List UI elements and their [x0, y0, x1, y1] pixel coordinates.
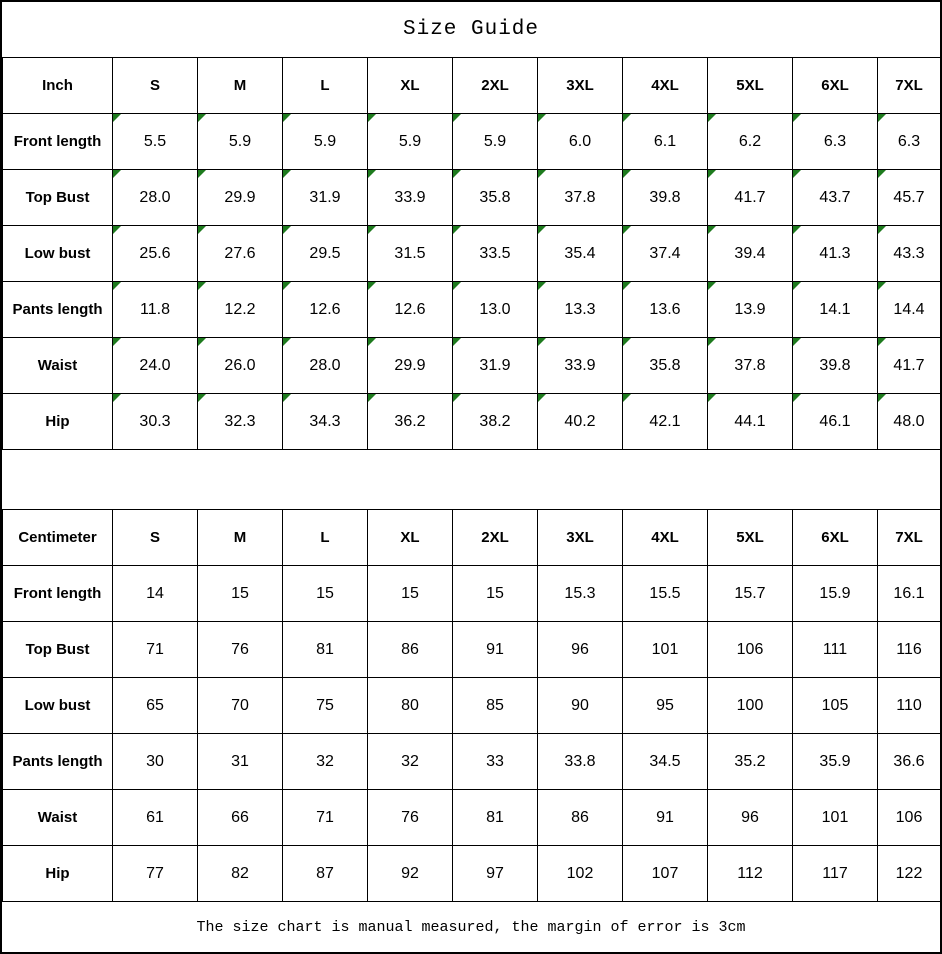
- value-cell: 71: [283, 790, 368, 846]
- table-spacer: [2, 450, 940, 509]
- value-cell: 41.3: [793, 226, 878, 282]
- value-cell: 87: [283, 846, 368, 902]
- green-triangle-icon: [198, 226, 206, 234]
- value-cell: 30: [113, 734, 198, 790]
- green-triangle-icon: [453, 114, 461, 122]
- size-header-cell: M: [198, 58, 283, 114]
- value-cell: 39.4: [708, 226, 793, 282]
- value-cell: 26.0: [198, 338, 283, 394]
- size-header-cell: XL: [368, 58, 453, 114]
- value-cell: 101: [623, 622, 708, 678]
- value-cell: 36.6: [878, 734, 941, 790]
- value-cell: 27.6: [198, 226, 283, 282]
- green-triangle-icon: [538, 282, 546, 290]
- size-header-cell: 6XL: [793, 58, 878, 114]
- green-triangle-icon: [878, 394, 886, 402]
- green-triangle-icon: [198, 282, 206, 290]
- value-cell: 15: [368, 566, 453, 622]
- size-header-cell: 5XL: [708, 58, 793, 114]
- value-cell: 41.7: [708, 170, 793, 226]
- value-cell: 112: [708, 846, 793, 902]
- green-triangle-icon: [368, 170, 376, 178]
- green-triangle-icon: [453, 282, 461, 290]
- value-cell: 96: [708, 790, 793, 846]
- value-cell: 5.9: [453, 114, 538, 170]
- size-header-cell: L: [283, 510, 368, 566]
- inch-header-row: [3, 58, 941, 114]
- value-cell: 76: [198, 622, 283, 678]
- value-cell: 5.5: [113, 114, 198, 170]
- value-cell: 106: [708, 622, 793, 678]
- value-cell: 32.3: [198, 394, 283, 450]
- green-triangle-icon: [368, 338, 376, 346]
- value-cell: 75: [283, 678, 368, 734]
- value-cell: 71: [113, 622, 198, 678]
- green-triangle-icon: [538, 338, 546, 346]
- value-cell: 6.3: [878, 114, 941, 170]
- value-cell: 30.3: [113, 394, 198, 450]
- green-triangle-icon: [113, 338, 121, 346]
- value-cell: 122: [878, 846, 941, 902]
- size-header-cell: M: [198, 510, 283, 566]
- measurement-row: [3, 734, 941, 790]
- measurement-row: [3, 114, 941, 170]
- value-cell: 80: [368, 678, 453, 734]
- inch-table-body: [3, 58, 941, 450]
- value-cell: 15: [453, 566, 538, 622]
- value-cell: 31.5: [368, 226, 453, 282]
- value-cell: 43.3: [878, 226, 941, 282]
- green-triangle-icon: [368, 226, 376, 234]
- value-cell: 6.0: [538, 114, 623, 170]
- value-cell: 37.8: [708, 338, 793, 394]
- value-cell: 14.4: [878, 282, 941, 338]
- row-label-cell: Low bust: [3, 226, 113, 282]
- value-cell: 100: [708, 678, 793, 734]
- size-header-cell: 2XL: [453, 58, 538, 114]
- value-cell: 85: [453, 678, 538, 734]
- size-header-cell: 3XL: [538, 58, 623, 114]
- green-triangle-icon: [368, 282, 376, 290]
- value-cell: 6.3: [793, 114, 878, 170]
- green-triangle-icon: [708, 170, 716, 178]
- row-label-cell: Hip: [3, 846, 113, 902]
- value-cell: 31.9: [453, 338, 538, 394]
- value-cell: 102: [538, 846, 623, 902]
- green-triangle-icon: [198, 170, 206, 178]
- value-cell: 35.4: [538, 226, 623, 282]
- value-cell: 82: [198, 846, 283, 902]
- row-label-cell: Front length: [3, 566, 113, 622]
- green-triangle-icon: [453, 170, 461, 178]
- green-triangle-icon: [368, 114, 376, 122]
- value-cell: 31.9: [283, 170, 368, 226]
- value-cell: 44.1: [708, 394, 793, 450]
- measurement-row: [3, 790, 941, 846]
- green-triangle-icon: [708, 282, 716, 290]
- value-cell: 39.8: [623, 170, 708, 226]
- value-cell: 12.6: [368, 282, 453, 338]
- value-cell: 35.8: [453, 170, 538, 226]
- value-cell: 77: [113, 846, 198, 902]
- value-cell: 14.1: [793, 282, 878, 338]
- row-label-cell: Pants length: [3, 734, 113, 790]
- value-cell: 29.9: [198, 170, 283, 226]
- measurement-row: [3, 566, 941, 622]
- value-cell: 46.1: [793, 394, 878, 450]
- value-cell: 96: [538, 622, 623, 678]
- size-header-cell: S: [113, 58, 198, 114]
- green-triangle-icon: [793, 282, 801, 290]
- green-triangle-icon: [113, 170, 121, 178]
- green-triangle-icon: [113, 226, 121, 234]
- value-cell: 33.5: [453, 226, 538, 282]
- value-cell: 38.2: [453, 394, 538, 450]
- value-cell: 15.9: [793, 566, 878, 622]
- value-cell: 106: [878, 790, 941, 846]
- value-cell: 101: [793, 790, 878, 846]
- size-header-cell: 7XL: [878, 510, 941, 566]
- value-cell: 117: [793, 846, 878, 902]
- measurement-row: [3, 170, 941, 226]
- green-triangle-icon: [283, 282, 291, 290]
- size-header-cell: 5XL: [708, 510, 793, 566]
- row-label-cell: Top Bust: [3, 622, 113, 678]
- green-triangle-icon: [708, 338, 716, 346]
- value-cell: 5.9: [368, 114, 453, 170]
- value-cell: 81: [283, 622, 368, 678]
- value-cell: 32: [283, 734, 368, 790]
- value-cell: 107: [623, 846, 708, 902]
- value-cell: 13.0: [453, 282, 538, 338]
- value-cell: 81: [453, 790, 538, 846]
- value-cell: 28.0: [283, 338, 368, 394]
- size-header-cell: S: [113, 510, 198, 566]
- green-triangle-icon: [623, 338, 631, 346]
- value-cell: 11.8: [113, 282, 198, 338]
- green-triangle-icon: [538, 114, 546, 122]
- green-triangle-icon: [623, 282, 631, 290]
- value-cell: 35.2: [708, 734, 793, 790]
- green-triangle-icon: [198, 338, 206, 346]
- measurement-row: [3, 622, 941, 678]
- value-cell: 91: [623, 790, 708, 846]
- size-header-cell: 7XL: [878, 58, 941, 114]
- row-label-cell: Pants length: [3, 282, 113, 338]
- green-triangle-icon: [708, 226, 716, 234]
- value-cell: 15: [283, 566, 368, 622]
- value-cell: 32: [368, 734, 453, 790]
- green-triangle-icon: [538, 394, 546, 402]
- green-triangle-icon: [708, 394, 716, 402]
- measurement-row: [3, 846, 941, 902]
- measurement-row: [3, 226, 941, 282]
- measurement-row: [3, 338, 941, 394]
- size-header-cell: L: [283, 58, 368, 114]
- green-triangle-icon: [538, 170, 546, 178]
- green-triangle-icon: [793, 226, 801, 234]
- green-triangle-icon: [538, 226, 546, 234]
- measurement-row: [3, 394, 941, 450]
- value-cell: 116: [878, 622, 941, 678]
- value-cell: 15: [198, 566, 283, 622]
- value-cell: 34.3: [283, 394, 368, 450]
- row-label-cell: Waist: [3, 338, 113, 394]
- value-cell: 13.9: [708, 282, 793, 338]
- centimeter-header-row: [3, 510, 941, 566]
- row-label-cell: Waist: [3, 790, 113, 846]
- green-triangle-icon: [623, 114, 631, 122]
- measurement-row: [3, 282, 941, 338]
- value-cell: 31: [198, 734, 283, 790]
- value-cell: 37.8: [538, 170, 623, 226]
- inch-table: [2, 57, 941, 450]
- green-triangle-icon: [283, 338, 291, 346]
- green-triangle-icon: [113, 282, 121, 290]
- green-triangle-icon: [878, 282, 886, 290]
- footer-note: The size chart is manual measured, the margin of error is 3cm: [196, 918, 746, 936]
- value-cell: 6.2: [708, 114, 793, 170]
- value-cell: 66: [198, 790, 283, 846]
- value-cell: 45.7: [878, 170, 941, 226]
- centimeter-table-body: [3, 510, 941, 902]
- green-triangle-icon: [368, 394, 376, 402]
- value-cell: 70: [198, 678, 283, 734]
- value-cell: 105: [793, 678, 878, 734]
- green-triangle-icon: [283, 170, 291, 178]
- green-triangle-icon: [198, 394, 206, 402]
- value-cell: 42.1: [623, 394, 708, 450]
- value-cell: 13.3: [538, 282, 623, 338]
- green-triangle-icon: [623, 394, 631, 402]
- row-label-cell: Low bust: [3, 678, 113, 734]
- value-cell: 33.9: [368, 170, 453, 226]
- row-label-cell: Front length: [3, 114, 113, 170]
- value-cell: 92: [368, 846, 453, 902]
- value-cell: 16.1: [878, 566, 941, 622]
- green-triangle-icon: [453, 338, 461, 346]
- size-header-cell: XL: [368, 510, 453, 566]
- value-cell: 5.9: [198, 114, 283, 170]
- green-triangle-icon: [283, 394, 291, 402]
- value-cell: 91: [453, 622, 538, 678]
- value-cell: 28.0: [113, 170, 198, 226]
- value-cell: 90: [538, 678, 623, 734]
- value-cell: 13.6: [623, 282, 708, 338]
- green-triangle-icon: [793, 170, 801, 178]
- green-triangle-icon: [623, 226, 631, 234]
- value-cell: 110: [878, 678, 941, 734]
- page-title: Size Guide: [402, 18, 540, 41]
- centimeter-table: [2, 509, 941, 902]
- value-cell: 34.5: [623, 734, 708, 790]
- measurement-row: [3, 678, 941, 734]
- green-triangle-icon: [198, 114, 206, 122]
- value-cell: 24.0: [113, 338, 198, 394]
- value-cell: 33.9: [538, 338, 623, 394]
- green-triangle-icon: [878, 338, 886, 346]
- value-cell: 48.0: [878, 394, 941, 450]
- value-cell: 12.6: [283, 282, 368, 338]
- value-cell: 15.7: [708, 566, 793, 622]
- inch-unit-header-cell: Inch: [3, 58, 113, 114]
- value-cell: 25.6: [113, 226, 198, 282]
- value-cell: 39.8: [793, 338, 878, 394]
- value-cell: 95: [623, 678, 708, 734]
- value-cell: 86: [368, 622, 453, 678]
- size-header-cell: 4XL: [623, 510, 708, 566]
- value-cell: 15.3: [538, 566, 623, 622]
- value-cell: 41.7: [878, 338, 941, 394]
- green-triangle-icon: [113, 114, 121, 122]
- value-cell: 61: [113, 790, 198, 846]
- green-triangle-icon: [453, 226, 461, 234]
- green-triangle-icon: [793, 114, 801, 122]
- green-triangle-icon: [283, 114, 291, 122]
- green-triangle-icon: [793, 394, 801, 402]
- size-header-cell: 4XL: [623, 58, 708, 114]
- value-cell: 35.8: [623, 338, 708, 394]
- green-triangle-icon: [878, 170, 886, 178]
- green-triangle-icon: [878, 226, 886, 234]
- green-triangle-icon: [623, 170, 631, 178]
- value-cell: 6.1: [623, 114, 708, 170]
- value-cell: 33: [453, 734, 538, 790]
- green-triangle-icon: [878, 114, 886, 122]
- value-cell: 37.4: [623, 226, 708, 282]
- value-cell: 97: [453, 846, 538, 902]
- value-cell: 33.8: [538, 734, 623, 790]
- green-triangle-icon: [453, 394, 461, 402]
- green-triangle-icon: [283, 226, 291, 234]
- value-cell: 76: [368, 790, 453, 846]
- green-triangle-icon: [708, 114, 716, 122]
- value-cell: 43.7: [793, 170, 878, 226]
- value-cell: 29.9: [368, 338, 453, 394]
- size-header-cell: 2XL: [453, 510, 538, 566]
- value-cell: 5.9: [283, 114, 368, 170]
- size-header-cell: 6XL: [793, 510, 878, 566]
- value-cell: 86: [538, 790, 623, 846]
- row-label-cell: Top Bust: [3, 170, 113, 226]
- value-cell: 14: [113, 566, 198, 622]
- value-cell: 111: [793, 622, 878, 678]
- size-header-cell: 3XL: [538, 510, 623, 566]
- green-triangle-icon: [793, 338, 801, 346]
- value-cell: 40.2: [538, 394, 623, 450]
- value-cell: 35.9: [793, 734, 878, 790]
- row-label-cell: Hip: [3, 394, 113, 450]
- value-cell: 12.2: [198, 282, 283, 338]
- green-triangle-icon: [113, 394, 121, 402]
- centimeter-unit-header-cell: Centimeter: [3, 510, 113, 566]
- value-cell: 15.5: [623, 566, 708, 622]
- value-cell: 29.5: [283, 226, 368, 282]
- value-cell: 36.2: [368, 394, 453, 450]
- value-cell: 65: [113, 678, 198, 734]
